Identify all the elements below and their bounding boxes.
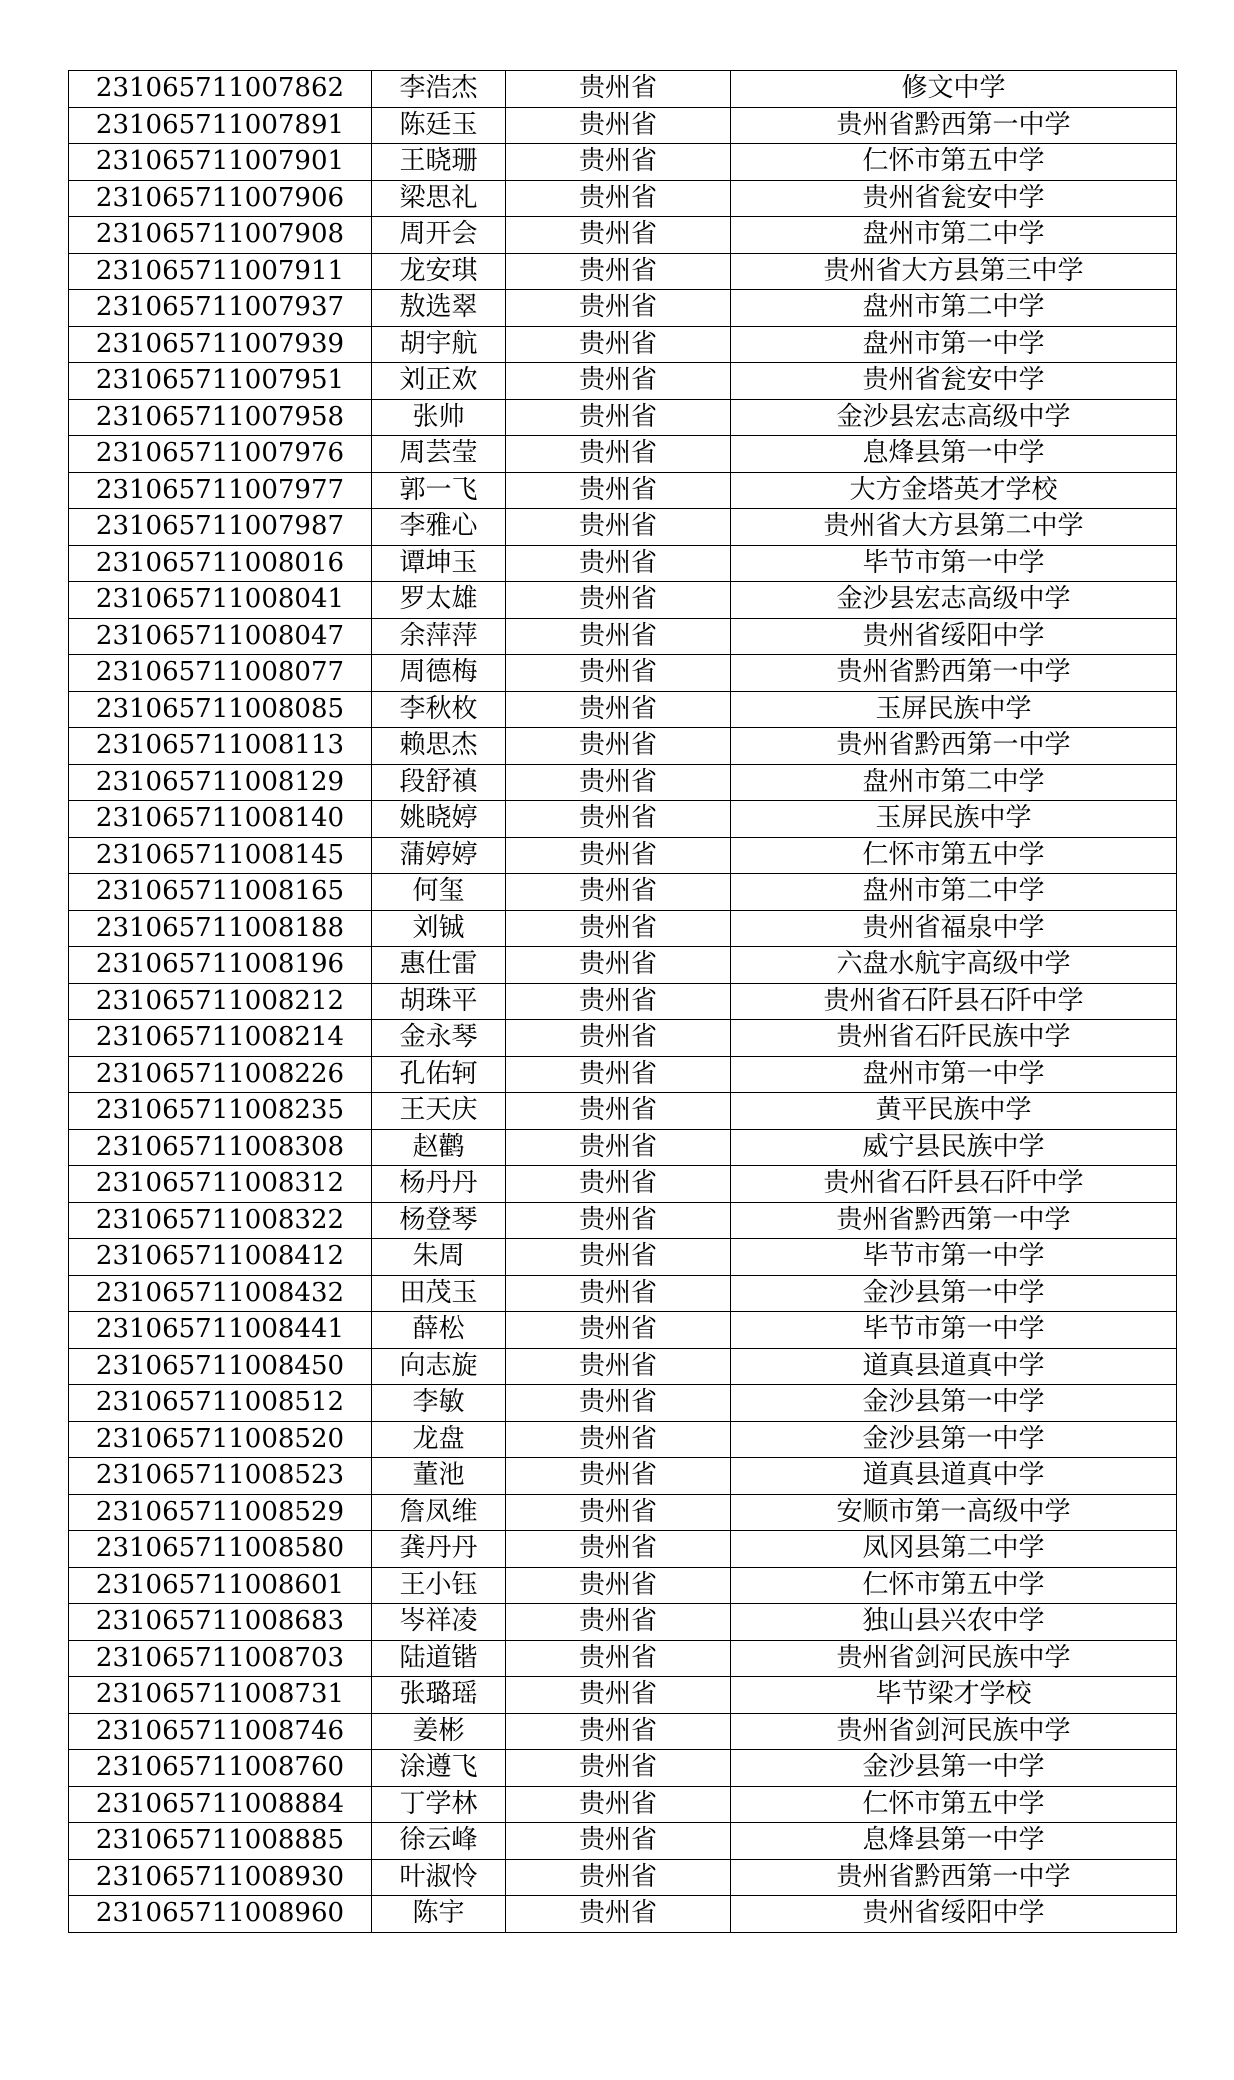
exam-id-cell: 231065711008731 [69, 1677, 372, 1714]
school-cell: 息烽县第一中学 [731, 436, 1177, 473]
table-row [69, 1896, 1177, 1933]
exam-id-cell: 231065711007891 [69, 107, 372, 144]
province-cell: 贵州省 [506, 399, 731, 436]
student-name-cell: 蒲婷婷 [372, 837, 506, 874]
table-row [69, 1312, 1177, 1349]
exam-id-cell: 231065711007862 [69, 71, 372, 108]
province-cell: 贵州省 [506, 217, 731, 254]
province-cell: 贵州省 [506, 1859, 731, 1896]
table-row [69, 874, 1177, 911]
student-name-cell: 周开会 [372, 217, 506, 254]
student-name-cell: 余萍萍 [372, 618, 506, 655]
province-cell: 贵州省 [506, 1640, 731, 1677]
student-name-cell: 丁学林 [372, 1786, 506, 1823]
province-cell: 贵州省 [506, 1056, 731, 1093]
province-cell: 贵州省 [506, 983, 731, 1020]
table-row [69, 1129, 1177, 1166]
exam-id-cell: 231065711007911 [69, 253, 372, 290]
student-name-cell: 杨丹丹 [372, 1166, 506, 1203]
student-name-cell: 龚丹丹 [372, 1531, 506, 1568]
school-cell: 贵州省瓮安中学 [731, 180, 1177, 217]
exam-id-cell: 231065711007937 [69, 290, 372, 327]
exam-id-cell: 231065711008214 [69, 1020, 372, 1057]
province-cell: 贵州省 [506, 363, 731, 400]
student-name-cell: 周芸莹 [372, 436, 506, 473]
school-cell: 金沙县第一中学 [731, 1385, 1177, 1422]
school-cell: 金沙县第一中学 [731, 1421, 1177, 1458]
table-row [69, 1385, 1177, 1422]
exam-id-cell: 231065711008308 [69, 1129, 372, 1166]
table-row [69, 180, 1177, 217]
exam-id-cell: 231065711008085 [69, 691, 372, 728]
exam-id-cell: 231065711008140 [69, 801, 372, 838]
province-cell: 贵州省 [506, 144, 731, 181]
province-cell: 贵州省 [506, 472, 731, 509]
table-row [69, 837, 1177, 874]
province-cell: 贵州省 [506, 1421, 731, 1458]
province-cell: 贵州省 [506, 1312, 731, 1349]
province-cell: 贵州省 [506, 618, 731, 655]
table-row [69, 1677, 1177, 1714]
province-cell: 贵州省 [506, 71, 731, 108]
school-cell: 贵州省瓮安中学 [731, 363, 1177, 400]
student-name-cell: 刘正欢 [372, 363, 506, 400]
exam-id-cell: 231065711007958 [69, 399, 372, 436]
exam-id-cell: 231065711008703 [69, 1640, 372, 1677]
exam-id-cell: 231065711008322 [69, 1202, 372, 1239]
student-name-cell: 龙盘 [372, 1421, 506, 1458]
student-name-cell: 胡珠平 [372, 983, 506, 1020]
school-cell: 修文中学 [731, 71, 1177, 108]
exam-id-cell: 231065711008196 [69, 947, 372, 984]
province-cell: 贵州省 [506, 1750, 731, 1787]
exam-id-cell: 231065711008601 [69, 1567, 372, 1604]
school-cell: 贵州省绥阳中学 [731, 1896, 1177, 1933]
table-row [69, 983, 1177, 1020]
table-row [69, 1604, 1177, 1641]
school-cell: 仁怀市第五中学 [731, 1567, 1177, 1604]
table-row [69, 1494, 1177, 1531]
school-cell: 贵州省剑河民族中学 [731, 1713, 1177, 1750]
table-row [69, 1859, 1177, 1896]
school-cell: 贵州省绥阳中学 [731, 618, 1177, 655]
exam-id-cell: 231065711008188 [69, 910, 372, 947]
table-row [69, 509, 1177, 546]
student-name-cell: 朱周 [372, 1239, 506, 1276]
table-row [69, 1531, 1177, 1568]
province-cell: 贵州省 [506, 837, 731, 874]
school-cell: 贵州省石阡民族中学 [731, 1020, 1177, 1057]
exam-id-cell: 231065711008523 [69, 1458, 372, 1495]
province-cell: 贵州省 [506, 1786, 731, 1823]
province-cell: 贵州省 [506, 1348, 731, 1385]
province-cell: 贵州省 [506, 1823, 731, 1860]
school-cell: 毕节市第一中学 [731, 1312, 1177, 1349]
province-cell: 贵州省 [506, 545, 731, 582]
province-cell: 贵州省 [506, 1202, 731, 1239]
table-row [69, 655, 1177, 692]
school-cell: 玉屏民族中学 [731, 691, 1177, 728]
school-cell: 盘州市第二中学 [731, 764, 1177, 801]
exam-id-cell: 231065711008047 [69, 618, 372, 655]
exam-id-cell: 231065711007976 [69, 436, 372, 473]
school-cell: 贵州省黔西第一中学 [731, 655, 1177, 692]
table-row [69, 1713, 1177, 1750]
province-cell: 贵州省 [506, 1713, 731, 1750]
exam-id-cell: 231065711007951 [69, 363, 372, 400]
exam-id-cell: 231065711008529 [69, 1494, 372, 1531]
province-cell: 贵州省 [506, 1166, 731, 1203]
school-cell: 道真县道真中学 [731, 1348, 1177, 1385]
student-name-cell: 龙安琪 [372, 253, 506, 290]
student-name-cell: 李秋枚 [372, 691, 506, 728]
student-name-cell: 王小钰 [372, 1567, 506, 1604]
table-row [69, 1275, 1177, 1312]
exam-id-cell: 231065711008412 [69, 1239, 372, 1276]
exam-id-cell: 231065711008212 [69, 983, 372, 1020]
student-name-cell: 李敏 [372, 1385, 506, 1422]
table-row [69, 1056, 1177, 1093]
school-cell: 大方金塔英才学校 [731, 472, 1177, 509]
exam-id-cell: 231065711008760 [69, 1750, 372, 1787]
table-row [69, 1567, 1177, 1604]
student-roster-table [68, 70, 1177, 1933]
province-cell: 贵州省 [506, 1494, 731, 1531]
school-cell: 独山县兴农中学 [731, 1604, 1177, 1641]
table-row [69, 326, 1177, 363]
table-row [69, 582, 1177, 619]
student-name-cell: 段舒禛 [372, 764, 506, 801]
student-name-cell: 涂遵飞 [372, 1750, 506, 1787]
province-cell: 贵州省 [506, 1677, 731, 1714]
table-row [69, 545, 1177, 582]
province-cell: 贵州省 [506, 764, 731, 801]
student-name-cell: 谭坤玉 [372, 545, 506, 582]
student-name-cell: 陈廷玉 [372, 107, 506, 144]
exam-id-cell: 231065711008960 [69, 1896, 372, 1933]
province-cell: 贵州省 [506, 1020, 731, 1057]
exam-id-cell: 231065711008041 [69, 582, 372, 619]
school-cell: 金沙县宏志高级中学 [731, 399, 1177, 436]
student-name-cell: 李雅心 [372, 509, 506, 546]
table-row [69, 1093, 1177, 1130]
student-name-cell: 金永琴 [372, 1020, 506, 1057]
exam-id-cell: 231065711008312 [69, 1166, 372, 1203]
exam-id-cell: 231065711008432 [69, 1275, 372, 1312]
student-name-cell: 赵鹳 [372, 1129, 506, 1166]
table-row [69, 1348, 1177, 1385]
exam-id-cell: 231065711007908 [69, 217, 372, 254]
student-name-cell: 徐云峰 [372, 1823, 506, 1860]
exam-id-cell: 231065711007987 [69, 509, 372, 546]
student-name-cell: 何玺 [372, 874, 506, 911]
student-name-cell: 王天庆 [372, 1093, 506, 1130]
table-row [69, 71, 1177, 108]
student-name-cell: 姚晓婷 [372, 801, 506, 838]
province-cell: 贵州省 [506, 1531, 731, 1568]
student-name-cell: 张帅 [372, 399, 506, 436]
student-name-cell: 敖选翠 [372, 290, 506, 327]
province-cell: 贵州省 [506, 290, 731, 327]
student-name-cell: 梁思礼 [372, 180, 506, 217]
table-row [69, 1239, 1177, 1276]
province-cell: 贵州省 [506, 874, 731, 911]
exam-id-cell: 231065711008235 [69, 1093, 372, 1130]
exam-id-cell: 231065711008580 [69, 1531, 372, 1568]
province-cell: 贵州省 [506, 1567, 731, 1604]
province-cell: 贵州省 [506, 801, 731, 838]
school-cell: 贵州省福泉中学 [731, 910, 1177, 947]
school-cell: 盘州市第一中学 [731, 326, 1177, 363]
exam-id-cell: 231065711008441 [69, 1312, 372, 1349]
school-cell: 盘州市第二中学 [731, 290, 1177, 327]
exam-id-cell: 231065711008129 [69, 764, 372, 801]
province-cell: 贵州省 [506, 1604, 731, 1641]
exam-id-cell: 231065711007977 [69, 472, 372, 509]
province-cell: 贵州省 [506, 1239, 731, 1276]
province-cell: 贵州省 [506, 253, 731, 290]
province-cell: 贵州省 [506, 947, 731, 984]
exam-id-cell: 231065711008226 [69, 1056, 372, 1093]
exam-id-cell: 231065711008520 [69, 1421, 372, 1458]
exam-id-cell: 231065711008930 [69, 1859, 372, 1896]
school-cell: 盘州市第二中学 [731, 874, 1177, 911]
student-name-cell: 张璐瑶 [372, 1677, 506, 1714]
school-cell: 贵州省剑河民族中学 [731, 1640, 1177, 1677]
table-row [69, 363, 1177, 400]
table-row [69, 1786, 1177, 1823]
school-cell: 道真县道真中学 [731, 1458, 1177, 1495]
table-row [69, 1640, 1177, 1677]
exam-id-cell: 231065711008683 [69, 1604, 372, 1641]
province-cell: 贵州省 [506, 1093, 731, 1130]
exam-id-cell: 231065711008885 [69, 1823, 372, 1860]
exam-id-cell: 231065711008077 [69, 655, 372, 692]
student-name-cell: 赖思杰 [372, 728, 506, 765]
student-name-cell: 岑祥凌 [372, 1604, 506, 1641]
student-name-cell: 孔佑轲 [372, 1056, 506, 1093]
school-cell: 贵州省黔西第一中学 [731, 107, 1177, 144]
table-row [69, 436, 1177, 473]
student-name-cell: 杨登琴 [372, 1202, 506, 1239]
school-cell: 毕节市第一中学 [731, 545, 1177, 582]
school-cell: 贵州省黔西第一中学 [731, 1202, 1177, 1239]
table-row [69, 253, 1177, 290]
province-cell: 贵州省 [506, 107, 731, 144]
school-cell: 盘州市第二中学 [731, 217, 1177, 254]
exam-id-cell: 231065711007939 [69, 326, 372, 363]
school-cell: 黄平民族中学 [731, 1093, 1177, 1130]
student-name-cell: 詹凤维 [372, 1494, 506, 1531]
table-row [69, 472, 1177, 509]
table-row [69, 1421, 1177, 1458]
table-row [69, 1458, 1177, 1495]
table-row [69, 618, 1177, 655]
school-cell: 仁怀市第五中学 [731, 837, 1177, 874]
student-name-cell: 薛松 [372, 1312, 506, 1349]
school-cell: 金沙县第一中学 [731, 1275, 1177, 1312]
student-name-cell: 周德梅 [372, 655, 506, 692]
table-row [69, 691, 1177, 728]
student-name-cell: 向志旋 [372, 1348, 506, 1385]
table-row [69, 290, 1177, 327]
roster-body [69, 71, 1177, 1933]
table-row [69, 1823, 1177, 1860]
school-cell: 仁怀市第五中学 [731, 1786, 1177, 1823]
school-cell: 贵州省黔西第一中学 [731, 1859, 1177, 1896]
school-cell: 玉屏民族中学 [731, 801, 1177, 838]
table-row [69, 728, 1177, 765]
student-name-cell: 叶淑怜 [372, 1859, 506, 1896]
exam-id-cell: 231065711008884 [69, 1786, 372, 1823]
exam-id-cell: 231065711008016 [69, 545, 372, 582]
student-name-cell: 郭一飞 [372, 472, 506, 509]
school-cell: 六盘水航宇高级中学 [731, 947, 1177, 984]
exam-id-cell: 231065711008450 [69, 1348, 372, 1385]
school-cell: 金沙县第一中学 [731, 1750, 1177, 1787]
school-cell: 贵州省黔西第一中学 [731, 728, 1177, 765]
table-row [69, 801, 1177, 838]
school-cell: 贵州省大方县第三中学 [731, 253, 1177, 290]
student-name-cell: 刘铖 [372, 910, 506, 947]
school-cell: 安顺市第一高级中学 [731, 1494, 1177, 1531]
province-cell: 贵州省 [506, 436, 731, 473]
school-cell: 盘州市第一中学 [731, 1056, 1177, 1093]
province-cell: 贵州省 [506, 1129, 731, 1166]
exam-id-cell: 231065711008165 [69, 874, 372, 911]
student-name-cell: 王晓珊 [372, 144, 506, 181]
student-name-cell: 罗太雄 [372, 582, 506, 619]
school-cell: 毕节市第一中学 [731, 1239, 1177, 1276]
student-name-cell: 董池 [372, 1458, 506, 1495]
table-row [69, 1202, 1177, 1239]
table-row [69, 764, 1177, 801]
province-cell: 贵州省 [506, 180, 731, 217]
table-row [69, 1020, 1177, 1057]
exam-id-cell: 231065711008113 [69, 728, 372, 765]
table-row [69, 144, 1177, 181]
student-name-cell: 陈宇 [372, 1896, 506, 1933]
province-cell: 贵州省 [506, 326, 731, 363]
student-name-cell: 田茂玉 [372, 1275, 506, 1312]
school-cell: 毕节梁才学校 [731, 1677, 1177, 1714]
school-cell: 凤冈县第二中学 [731, 1531, 1177, 1568]
student-name-cell: 陆道锴 [372, 1640, 506, 1677]
student-name-cell: 李浩杰 [372, 71, 506, 108]
school-cell: 贵州省大方县第二中学 [731, 509, 1177, 546]
province-cell: 贵州省 [506, 1896, 731, 1933]
province-cell: 贵州省 [506, 1385, 731, 1422]
school-cell: 仁怀市第五中学 [731, 144, 1177, 181]
school-cell: 息烽县第一中学 [731, 1823, 1177, 1860]
exam-id-cell: 231065711008145 [69, 837, 372, 874]
school-cell: 贵州省石阡县石阡中学 [731, 983, 1177, 1020]
province-cell: 贵州省 [506, 509, 731, 546]
exam-id-cell: 231065711007906 [69, 180, 372, 217]
student-name-cell: 胡宇航 [372, 326, 506, 363]
school-cell: 威宁县民族中学 [731, 1129, 1177, 1166]
province-cell: 贵州省 [506, 1458, 731, 1495]
province-cell: 贵州省 [506, 582, 731, 619]
province-cell: 贵州省 [506, 910, 731, 947]
table-row [69, 947, 1177, 984]
exam-id-cell: 231065711008512 [69, 1385, 372, 1422]
school-cell: 贵州省石阡县石阡中学 [731, 1166, 1177, 1203]
province-cell: 贵州省 [506, 691, 731, 728]
student-name-cell: 姜彬 [372, 1713, 506, 1750]
school-cell: 金沙县宏志高级中学 [731, 582, 1177, 619]
table-row [69, 910, 1177, 947]
table-row [69, 217, 1177, 254]
exam-id-cell: 231065711007901 [69, 144, 372, 181]
student-name-cell: 惠仕雷 [372, 947, 506, 984]
table-row [69, 1166, 1177, 1203]
exam-id-cell: 231065711008746 [69, 1713, 372, 1750]
table-row [69, 1750, 1177, 1787]
table-row [69, 399, 1177, 436]
province-cell: 贵州省 [506, 728, 731, 765]
province-cell: 贵州省 [506, 1275, 731, 1312]
province-cell: 贵州省 [506, 655, 731, 692]
table-row [69, 107, 1177, 144]
